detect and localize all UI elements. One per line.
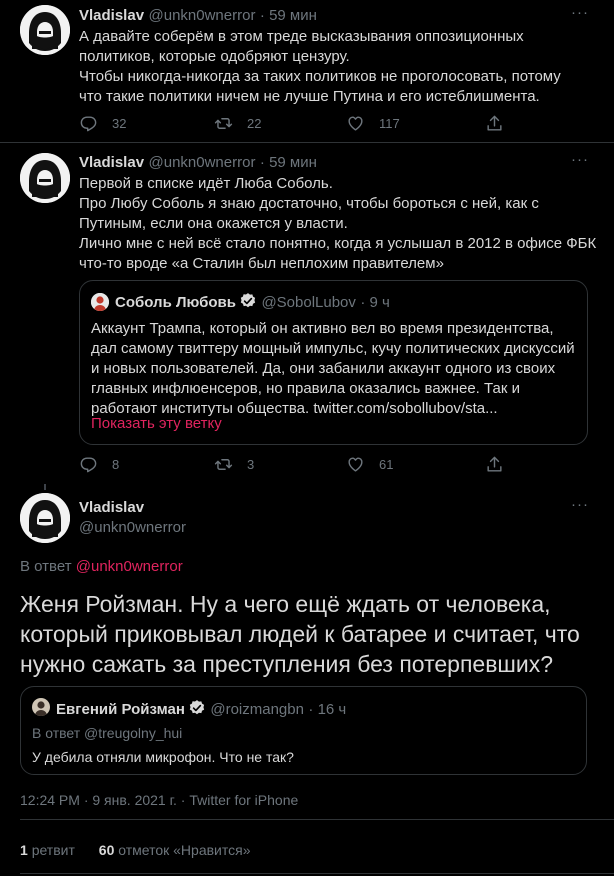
tweet-time[interactable]: · 59 мин [259, 154, 317, 171]
tweet-header [79, 154, 317, 172]
author-handle[interactable]: @unkn0wnerror [148, 7, 256, 24]
avatar[interactable] [20, 153, 70, 203]
portrait-avatar-icon [91, 293, 109, 311]
more-icon[interactable]: ··· [571, 496, 589, 513]
retweet-stat[interactable] [20, 842, 79, 858]
quoted-header [115, 292, 390, 312]
like-icon [346, 455, 365, 474]
like-button[interactable] [346, 455, 393, 474]
retweet-icon [214, 455, 233, 474]
quoted-avatar [32, 698, 50, 716]
avatar[interactable] [20, 493, 70, 543]
share-button[interactable] [485, 114, 504, 133]
tweet-text: А давайте соберём в этом треде высказывания оппозиционных политиков, которые одобряют цензуру. Чтобы никогда-никогда за таких политиков не проголосовать, потому что такие политики ничем не лучше Путина и его истеблишмента. [79, 28, 561, 105]
author-handle[interactable]: @unkn0wnerror [148, 154, 256, 171]
hooded-avatar-icon [20, 493, 70, 543]
reply-context [20, 558, 183, 575]
portrait-avatar-icon [32, 698, 50, 716]
thread-tweet-2[interactable] [0, 143, 614, 484]
author-name[interactable]: Vladislav [79, 154, 145, 171]
verified-badge-icon [239, 292, 257, 310]
author-name[interactable]: Vladislav [79, 499, 145, 516]
retweet-count: 3 [247, 457, 255, 472]
thread-tweet-1[interactable] [0, 0, 614, 142]
author-handle[interactable]: @unkn0wnerror [79, 519, 186, 536]
quoted-time: · 16 ч [308, 701, 347, 718]
tweet-text: Первой в списке идёт Люба Соболь. Про Любу Соболь я знаю достаточно, чтобы бороться с ней, как с Путиным, если она окажется у власти. Лично мне с ней всё стало понятно, когда я услышал в 2012 в офисе ФБК что-то вроде «а Сталин был неплохим правителем» [79, 175, 597, 272]
reply-prefix: В ответ [20, 558, 72, 575]
reply-button[interactable] [79, 114, 126, 133]
hooded-avatar-icon [20, 153, 70, 203]
hooded-avatar-icon [20, 5, 70, 55]
reply-icon [79, 114, 98, 133]
share-icon [485, 455, 504, 474]
quoted-tweet[interactable] [20, 686, 587, 775]
retweet-icon [214, 114, 233, 133]
share-button[interactable] [485, 455, 504, 474]
retweet-stat-label: ретвит [31, 842, 75, 858]
like-count: 117 [379, 116, 400, 131]
quoted-author-handle: @SobolLubov [261, 294, 356, 311]
quoted-reply-context: В ответ @treugolny_hui [32, 725, 183, 741]
tweet-actions [79, 114, 509, 134]
share-icon [485, 114, 504, 133]
author-name[interactable]: Vladislav [79, 7, 145, 24]
reply-count: 8 [112, 457, 120, 472]
quoted-tweet[interactable] [79, 280, 588, 445]
reply-icon [79, 455, 98, 474]
retweet-count: 22 [247, 116, 262, 131]
divider [20, 819, 614, 820]
more-icon[interactable]: ··· [571, 151, 589, 168]
tweet-timestamp[interactable]: 12:24 PM · 9 янв. 2021 г. · Twitter for iPhone [20, 792, 299, 808]
tweet-header [79, 7, 317, 25]
like-count: 61 [379, 457, 394, 472]
quoted-header [56, 699, 346, 719]
quoted-author-name: Евгений Ройзман [56, 701, 185, 718]
like-total: 60 [98, 842, 115, 858]
like-stat[interactable] [99, 842, 251, 858]
like-button[interactable] [346, 114, 400, 133]
avatar[interactable] [20, 5, 70, 55]
divider [20, 873, 614, 874]
quoted-author-name: Соболь Любовь [115, 294, 236, 311]
tweet-text: Женя Ройзман. Ну а чего ещё ждать от человека, который приковывал людей к батарее и считает, что нужно сажать за преступления без потерпевших? [20, 591, 580, 677]
like-stat-label: отметок «Нравится» [118, 842, 251, 858]
quoted-time: · 9 ч [360, 294, 390, 311]
more-icon[interactable]: ··· [571, 4, 589, 21]
like-icon [346, 114, 365, 133]
tweet-actions [79, 455, 509, 475]
verified-badge-icon [188, 699, 206, 717]
engagement-stats [20, 842, 251, 858]
retweet-total: 1 [20, 842, 28, 858]
quoted-avatar [91, 293, 109, 311]
tweet-time[interactable]: · 59 мин [259, 7, 317, 24]
retweet-button[interactable] [214, 114, 261, 133]
reply-to-link[interactable]: @unkn0wnerror [75, 558, 183, 575]
quoted-text: У дебила отняли микрофон. Что не так? [32, 749, 294, 765]
focused-tweet [0, 484, 614, 876]
reply-button[interactable] [79, 455, 119, 474]
show-thread-link[interactable]: Показать эту ветку [91, 415, 222, 432]
quoted-text: Аккаунт Трампа, который он активно вел во время президентства, дал самому твиттеру мощный импульс, кучу политических дискуссий и новых пользователей. Да, они забанили аккаунт одного из своих главных инфлюенсеров, но правила оказались важнее. Так и работают институты общества. twitter.com/sobollubov/sta... [91, 320, 575, 417]
retweet-button[interactable] [214, 455, 254, 474]
reply-count: 32 [112, 116, 127, 131]
quoted-author-handle: @roizmangbn [210, 701, 304, 718]
